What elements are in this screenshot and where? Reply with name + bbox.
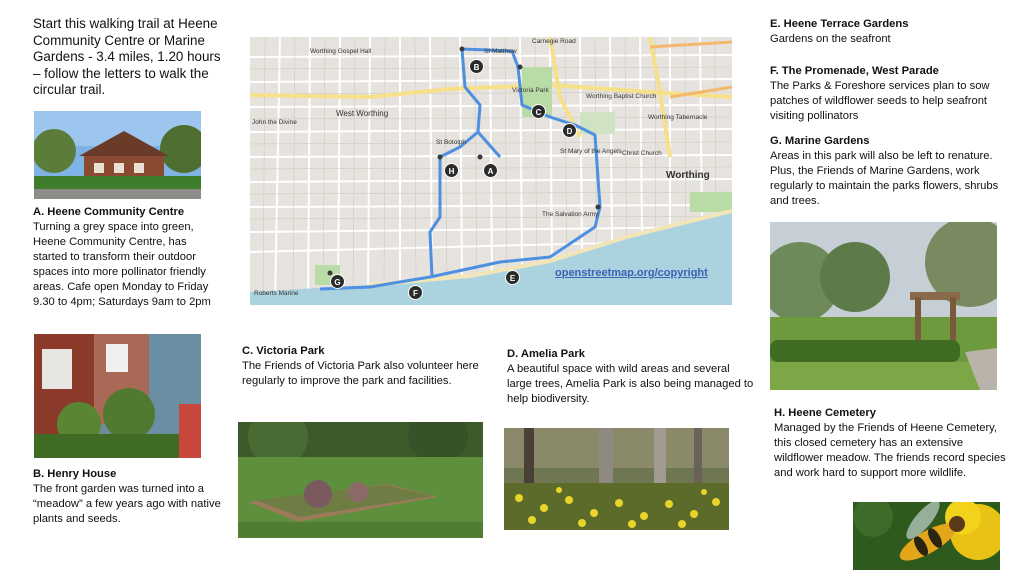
map-marker-a: A: [483, 163, 498, 178]
map-label-baptist: Worthing Baptist Church: [586, 93, 657, 100]
map-label-john-divine: John the Divine: [252, 119, 297, 126]
stop-e-text: [770, 17, 1020, 47]
stop-g-text: [770, 134, 1015, 209]
map-marker-g: G: [330, 274, 345, 289]
intro-text: Start this walking trail at Heene Community Centre or Marine Gardens - 3.4 miles, 1.20 hours – follow the letters to walk the circular trail.: [33, 16, 221, 97]
map-label-worthing: Worthing: [666, 170, 710, 181]
stop-b-title: B. Henry House: [33, 468, 117, 480]
map-copyright-link[interactable]: openstreetmap.org/copyright: [555, 267, 708, 279]
stop-e-title: E. Heene Terrace Gardens: [770, 18, 909, 30]
map-label-salvation: The Salvation Army: [542, 211, 599, 218]
stop-e-body: Gardens on the seafront: [770, 33, 891, 45]
stop-d-body: A beautiful space with wild areas and several large trees, Amelia Park is also being managed to help biodiversity.: [507, 363, 754, 405]
stop-f-text: [770, 64, 1015, 124]
hoverfly-photo: [853, 502, 1000, 570]
stop-f-title: F. The Promenade, West Parade: [770, 65, 939, 77]
stop-g-body: Areas in this park will also be left to renature. Plus, the Friends of Marine Gardens, work regularly to maintain the parks flowers, shrubs and trees.: [770, 150, 999, 207]
map-marker-b: B: [469, 59, 484, 74]
map-marker-h: H: [444, 163, 459, 178]
map-label-carnegie: Carnegie Road: [532, 38, 576, 45]
stop-b-body: The front garden was turned into a “meadow” a few years ago with native plants and seeds.: [33, 483, 221, 525]
map-label-st-matthew: St Matthew: [484, 48, 517, 55]
map-marker-d: D: [562, 123, 577, 138]
map-label-tabernacle: Worthing Tabernacle: [648, 114, 708, 121]
stop-h-text: [774, 406, 1009, 481]
map-label-christ-church: Christ Church: [622, 150, 662, 157]
stop-d-text: [507, 347, 757, 407]
map-label-victoria-park: Victoria Park: [512, 87, 549, 94]
stop-a-body: Turning a grey space into green, Heene Community Centre, has started to transform their outdoor spaces into more pollinator friendly areas. Cafe open Monday to Friday 9.30 to 4pm; Saturdays 9am to 2pm: [33, 221, 211, 308]
stop-h-body: Managed by the Friends of Heene Cemetery, this closed cemetery has an extensive wildflower meadow. The friends record species and work hard to support more wildlife.: [774, 422, 1006, 479]
map-label-st-botolph: St Botolph: [436, 139, 466, 146]
stop-d-title: D. Amelia Park: [507, 348, 585, 360]
stop-f-body: The Parks & Foreshore services plan to sow patches of wildflower seeds to help seafront visiting pollinators: [770, 80, 990, 122]
stop-b-text: [33, 467, 223, 527]
heene-community-centre-photo: [34, 111, 201, 199]
victoria-park-photo: [238, 422, 483, 538]
amelia-park-photo: [504, 428, 729, 530]
henry-house-photo: [34, 334, 201, 458]
stop-a-text: [33, 205, 223, 310]
stop-c-title: C. Victoria Park: [242, 345, 325, 357]
map-marker-c: C: [531, 104, 546, 119]
stop-h-title: H. Heene Cemetery: [774, 407, 876, 419]
stop-c-text: [242, 344, 482, 389]
map-marker-e: E: [505, 270, 520, 285]
map-marker-f: F: [408, 285, 423, 300]
map-label-st-marys: St Mary of the Angels: [560, 148, 622, 155]
stop-c-body: The Friends of Victoria Park also volunteer here regularly to improve the park and facilities.: [242, 360, 479, 387]
stop-g-title: G. Marine Gardens: [770, 135, 870, 147]
map-label-roberts: Roberts Marine: [254, 290, 299, 297]
map-label-gospel-hall: Worthing Gospel Hall: [310, 48, 372, 55]
stop-a-title: A. Heene Community Centre: [33, 206, 185, 218]
trail-map: [250, 37, 732, 305]
map-label-west-worthing: West Worthing: [336, 109, 389, 118]
marine-gardens-photo: [770, 222, 997, 390]
